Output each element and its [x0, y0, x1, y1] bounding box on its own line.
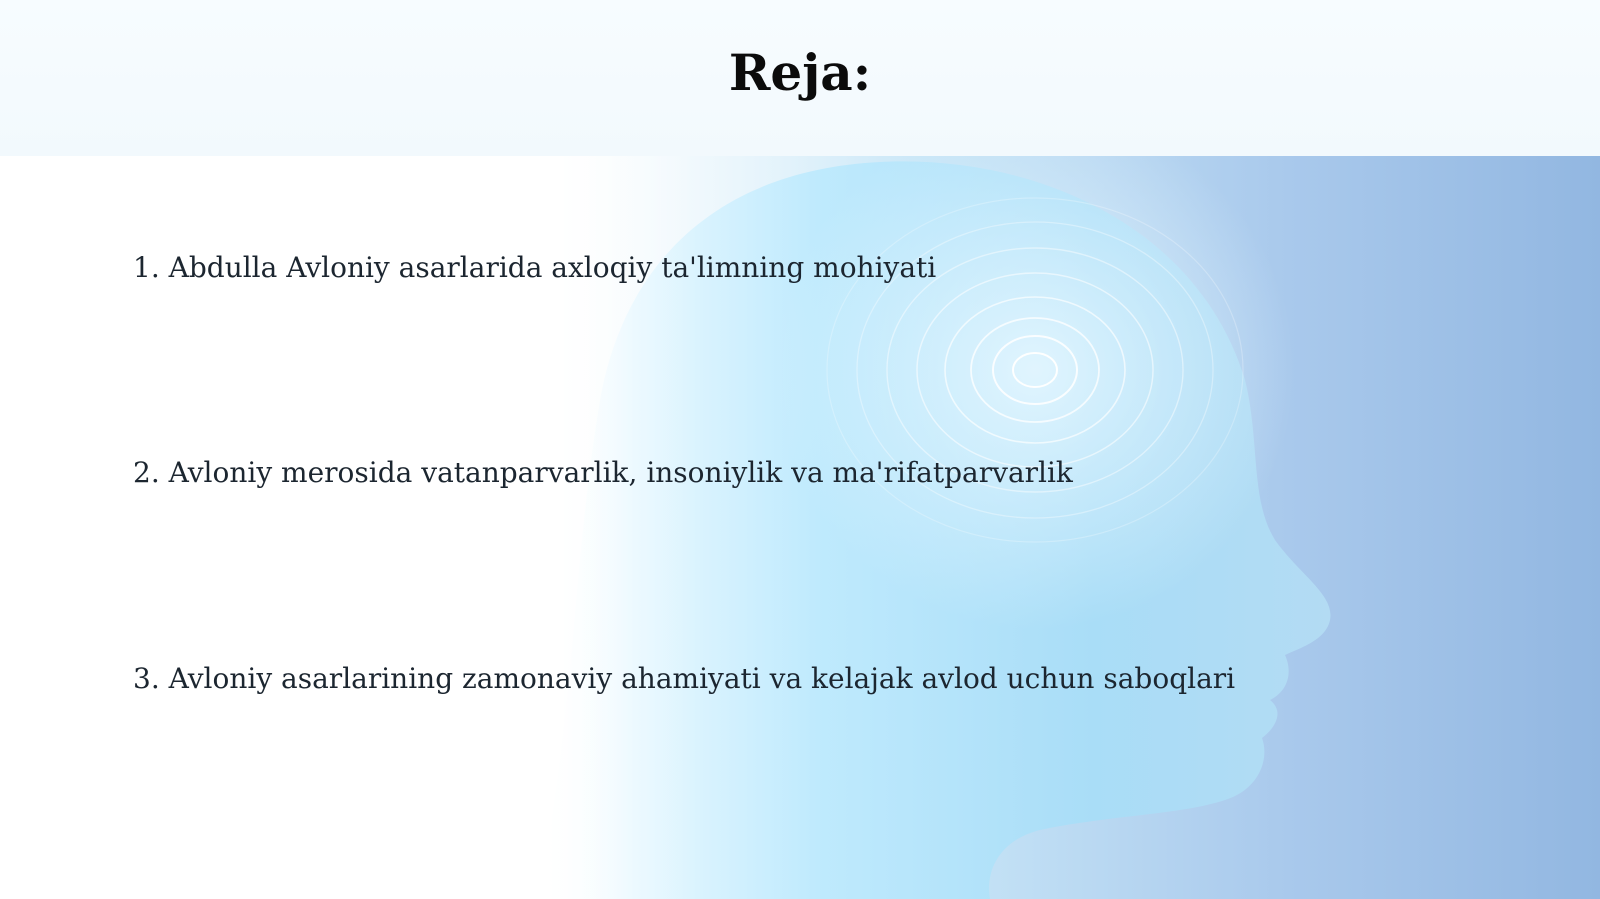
item-text: Abdulla Avloniy asarlarida axloqiy ta'limning mohiyati [168, 251, 937, 284]
list-item [133, 451, 1073, 495]
slide-title: Reja: [728, 43, 872, 102]
item-number: 1. [133, 251, 160, 284]
list-item [133, 657, 1235, 701]
item-number: 2. [133, 456, 160, 489]
item-text: Avloniy merosida vatanparvarlik, insoniylik va ma'rifatparvarlik [168, 456, 1073, 489]
item-number: 3. [133, 662, 160, 695]
item-text: Avloniy asarlarining zamonaviy ahamiyati va kelajak avlod uchun saboqlari [168, 662, 1236, 695]
list-item [133, 246, 936, 290]
